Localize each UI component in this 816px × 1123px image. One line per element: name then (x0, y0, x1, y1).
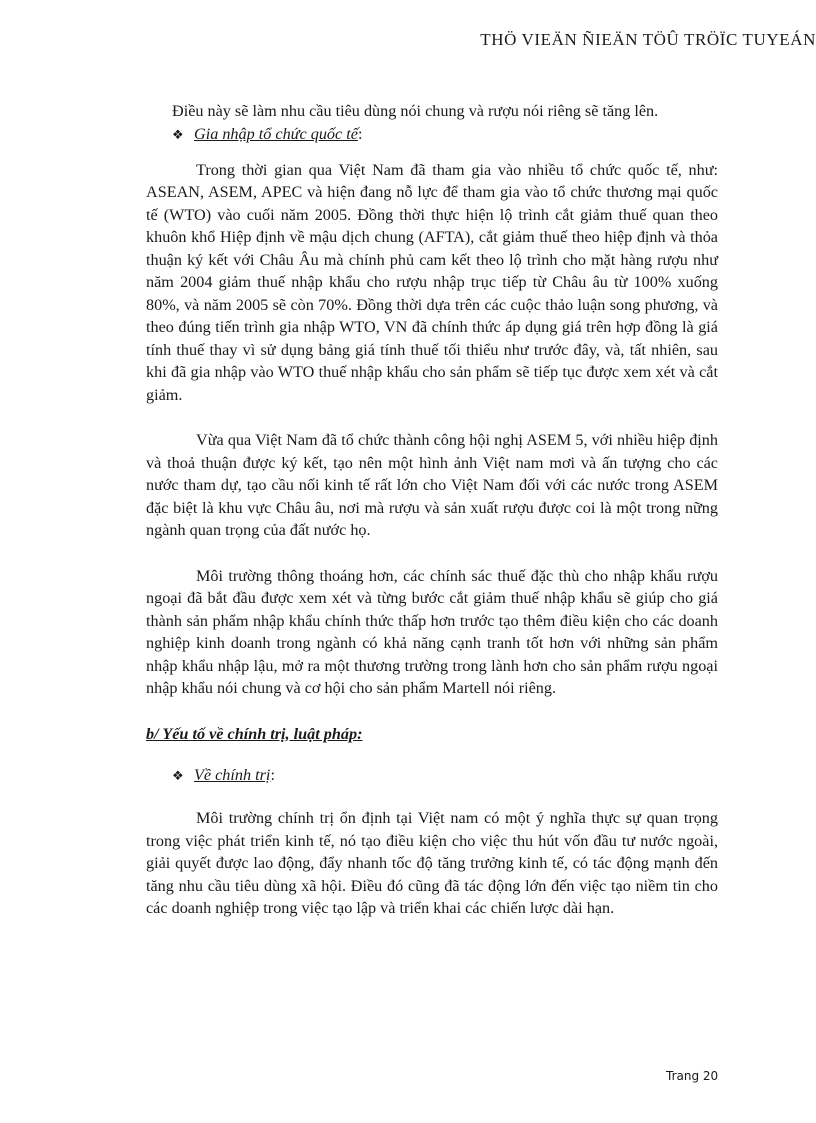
paragraph-asem: Vừa qua Việt Nam đã tổ chức thành công hội nghị ASEM 5, với nhiều hiệp định và thoả thuận được ký kết, tạo nên một hình ảnh Việt nam mơi và ấn tượng cho các nước tham dự, tạo cầu nối kinh tế rất lớn cho Việt Nam đối với các nước trong ASEM đặc biệt là khu vực Châu âu, nơi mà rượu và sản xuất rượu được coi là một trong nững ngành quan trọng của đất nước họ. (146, 431, 718, 539)
spacer (146, 542, 718, 565)
bullet-label: Về chính trị (194, 766, 271, 784)
bullet-international (172, 123, 718, 147)
intro-paragraph: Điều này sẽ làm nhu cầu tiêu dùng nói chung và rượu nói riêng sẽ tăng lên. (172, 102, 659, 120)
section-title: b/ Yếu tố về chính trị, luật pháp: (146, 724, 363, 743)
diamond-bullet-icon: ❖ (172, 127, 184, 143)
diamond-bullet-icon: ❖ (172, 769, 184, 784)
bullet-suffix: : (357, 124, 363, 143)
bullet-politics (172, 764, 718, 788)
spacer (146, 745, 718, 764)
document-body (146, 100, 718, 920)
paragraph-international: Trong thời gian qua Việt Nam đã tham gia vào nhiều tổ chức quốc tế, như: ASEAN, ASEM, APEC và hiện đang nỗ lực để tham gia vào tổ chức thương mại quốc tế (WTO) vào cuối năm 2005. Đồng thời thực hiện lộ trình cắt giảm thuế quan theo khuôn khổ Hiệp định về mậu dịch chung (AFTA), cắt giảm thuế theo hiệp định và thỏa thuận ký kết với Châu Âu mà chính phủ cam kết theo lộ trình cho mặt hàng rượu như năm 2004 giảm thuế nhập khẩu cho rượu nhập trục tiếp từ Châu âu từ 100% xuống 80%, và năm 2005 sẽ còn 70%. Đồng thời dựa trên các cuộc thảo luận song phương, và theo đúng tiến trình gia nhập WTO, VN đã chính thức áp dụng giá trên hợp đồng là giá tính thuế thay vì sử dụng bảng giá tính thuế tối thiểu như trước đây, và, tất nhiên, sau khi đã gia nhập vào WTO thuế nhập khẩu cho sản phẩm sẽ tiếp tục được xem xét và cắt giảm. (146, 160, 718, 404)
bullet-label: Gia nhập tổ chức quốc tế (194, 124, 358, 143)
paragraph-politics: Môi trường chính trị ổn định tại Việt nam có một ý nghĩa thực sự quan trọng trong việc phát triển kinh tế, nó tạo điều kiện cho việc thu hút vốn đầu tư nước ngoài, giải quyết được lao động, đẩy nhanh tốc độ tăng trưởng kinh tế, có tác động mạnh đến tăng nhu cầu tiêu dùng xã hội. Điều đó cũng đã tác động lớn đến việc tạo niềm tin cho các doanh nghiệp trong việc tạo lập và triển khai các chiến lược dài hạn. (146, 809, 718, 917)
bullet-suffix: : (270, 766, 275, 784)
spacer (146, 147, 718, 159)
paragraph-environment: Môi trường thông thoáng hơn, các chính sác thuế đặc thù cho nhập khẩu rượu ngoại đã bắt đầu được xem xét và từng bước cắt giảm thuế nhập khẩu sẽ giúp cho giá thành sản phẩm nhập khẩu chính thức thấp hơn trước tạo thêm điều kiện cho các doanh nghiệp kinh doanh trong ngành có khả năng cạnh tranh tốt hơn với những sản phẩm nhập khẩu nhập lậu, mở ra một thương trường trong lành hơn cho sản phẩm rượu ngoại nhập khẩu nói chung và cơ hội cho sản phẩm Martell nói riêng. (146, 566, 718, 697)
header-title: THÖ VIEÄN ÑIEÄN TÖÛ TRÖÏC TUYEÁN (480, 30, 816, 49)
page-number: Trang 20 (666, 1069, 719, 1083)
spacer (146, 788, 718, 807)
spacer (146, 700, 718, 723)
spacer (146, 406, 718, 429)
